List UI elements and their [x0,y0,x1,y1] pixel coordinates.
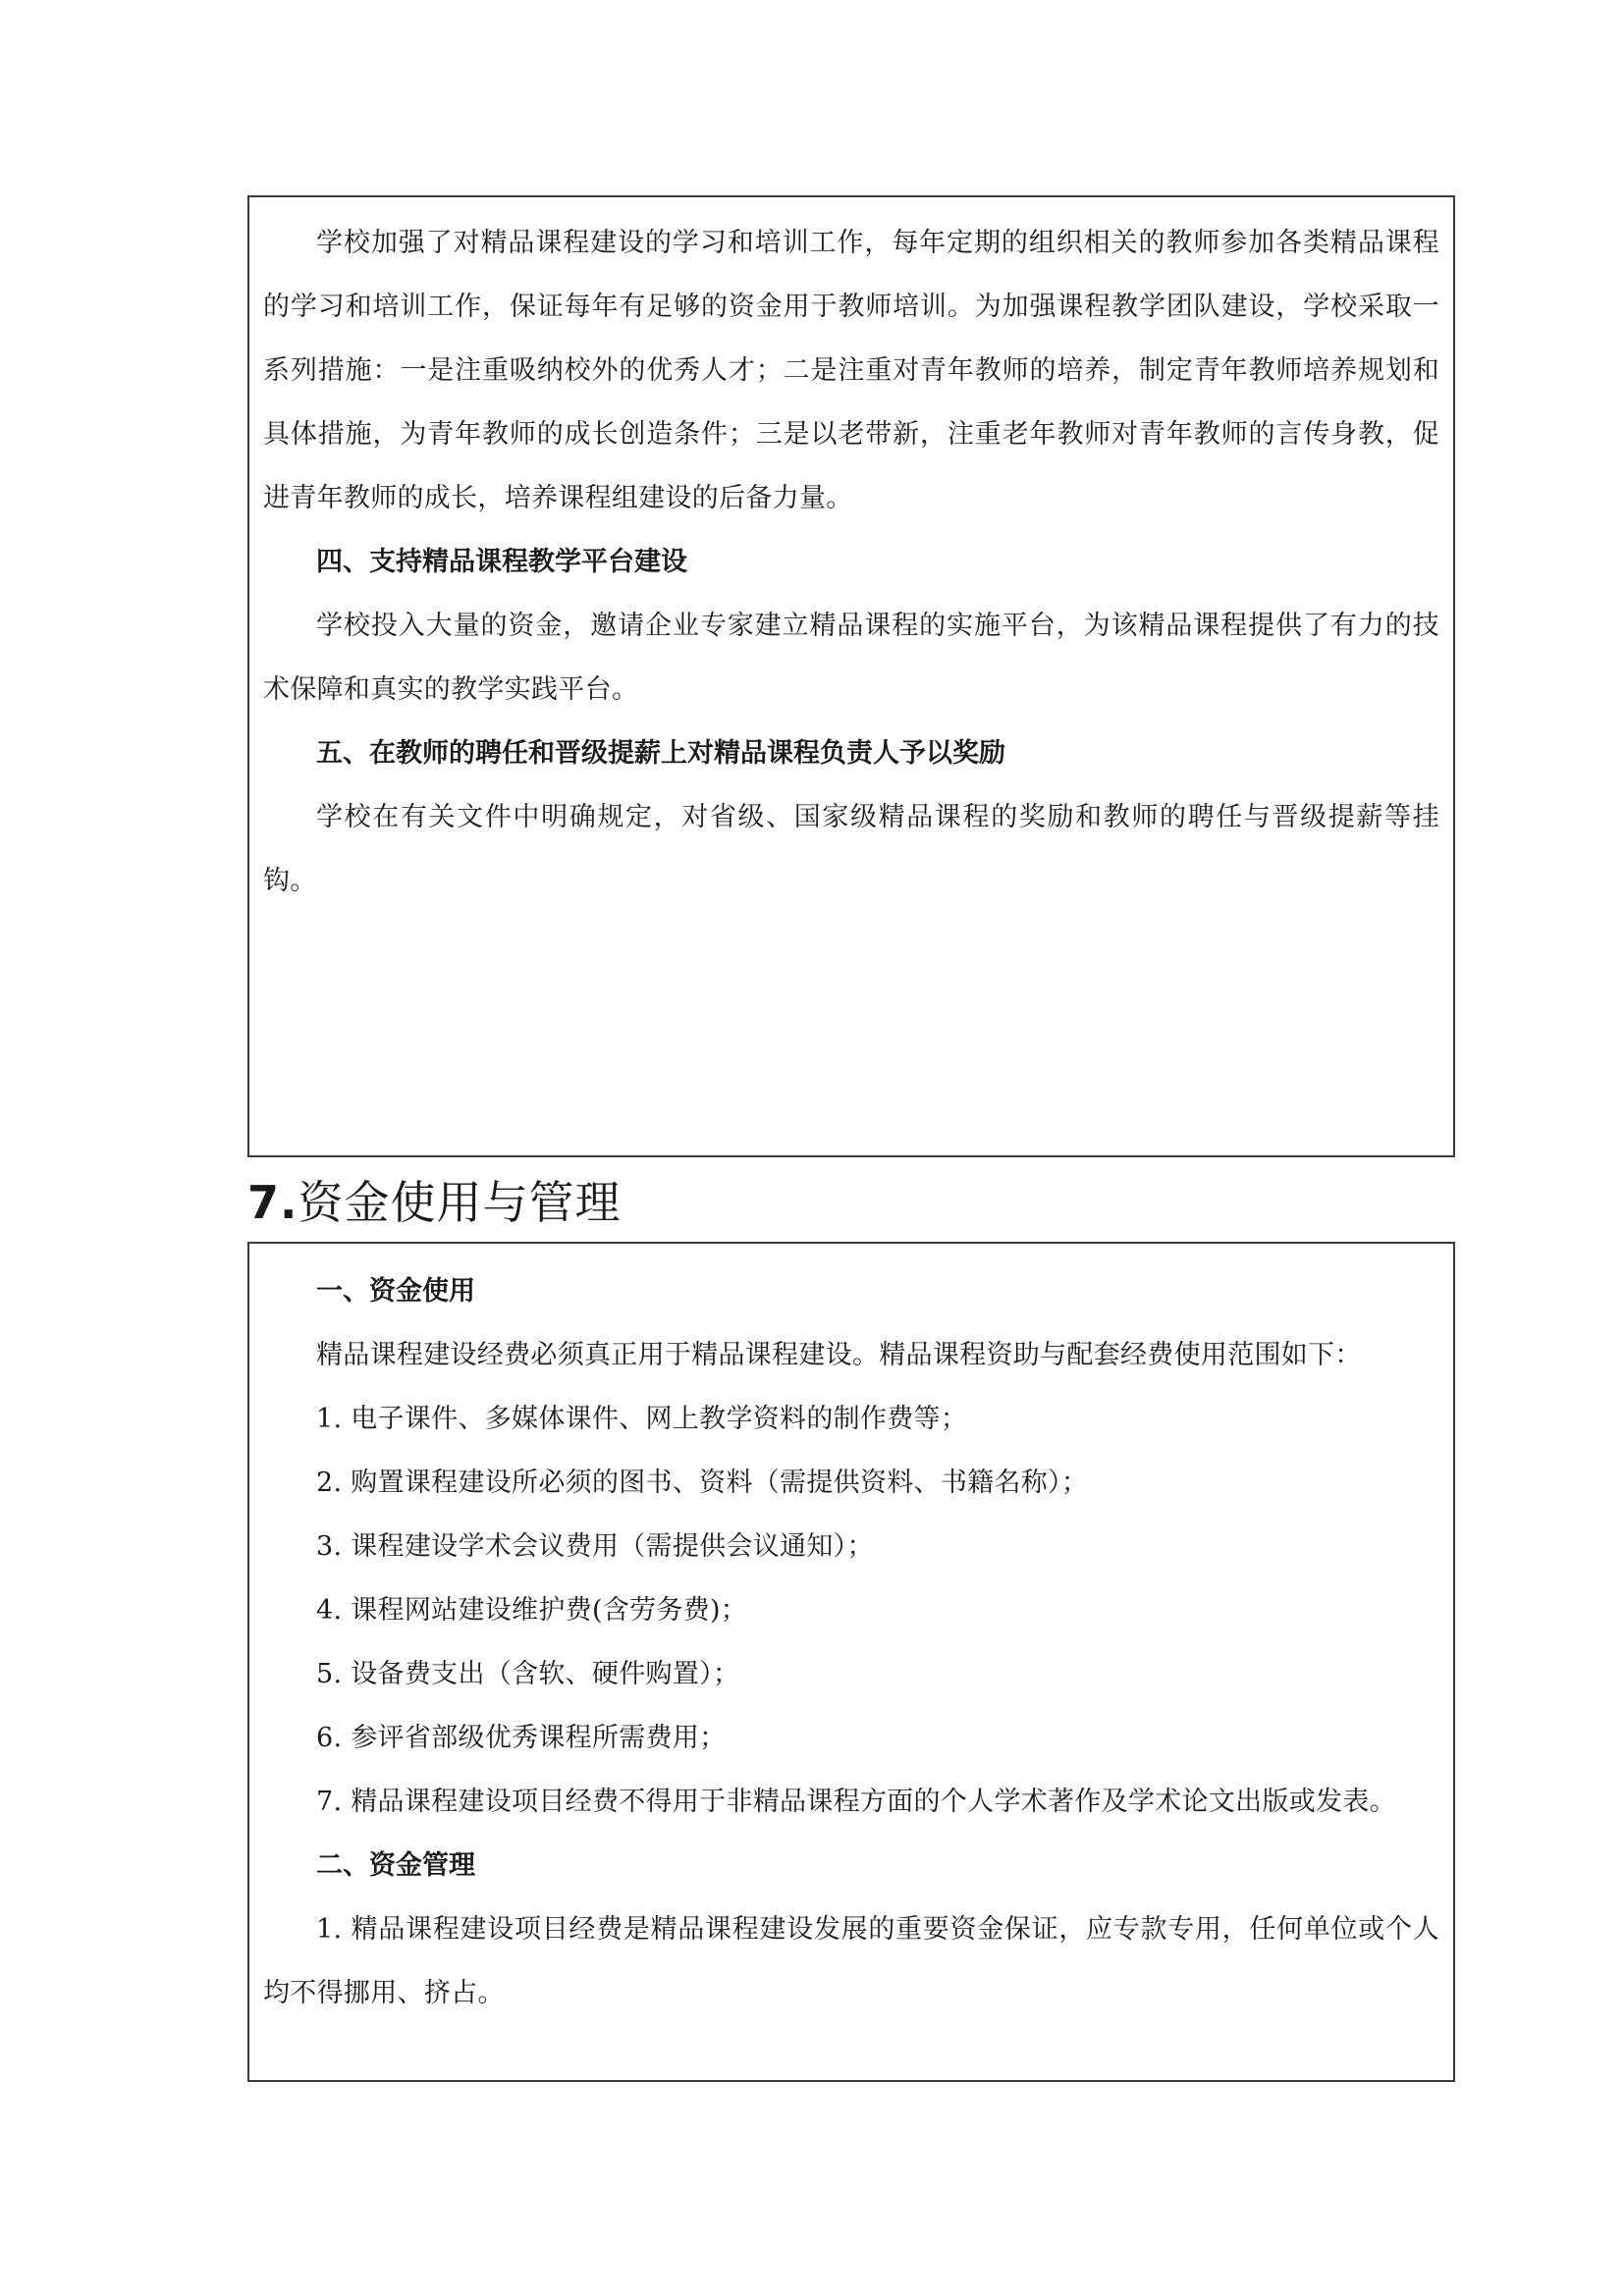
list-item: 3. 课程建设学术会议费用（需提供会议通知）； [316,1531,874,1562]
heading-teacher-rewards: 五、在教师的聘任和晋级提薪上对精品课程负责人予以奖励 [316,738,1005,769]
heading-fund-usage: 一、资金使用 [316,1276,475,1307]
paragraph-platform-support: 学校投入大量的资金，邀请企业专家建立精品课程的实施平台，为该精品课程提供了有力的技术保障和真实的教学实践平台。 [263,611,1439,705]
section-title [247,1168,621,1237]
heading-platform-support: 四、支持精品课程教学平台建设 [316,547,687,577]
list-item: 2. 购置课程建设所必须的图书、资料（需提供资料、书籍名称）； [316,1468,1089,1498]
content-box-bottom [247,1242,1455,2082]
section-title-text: 资金使用与管理 [298,1176,622,1229]
list-item: 4. 课程网站建设维护费(含劳务费)； [316,1595,748,1626]
paragraph-fund-usage-intro: 精品课程建设经费必须真正用于精品课程建设。精品课程资助与配套经费使用范围如下： [316,1340,1362,1370]
list-item: 1. 电子课件、多媒体课件、网上教学资料的制作费等； [316,1404,968,1434]
paragraph-teacher-training: 学校加强了对精品课程建设的学习和培训工作，每年定期的组织相关的教师参加各类精品课程的学习和培训工作，保证每年有足够的资金用于教师培训。为加强课程教学团队建设，学校采取一系列措施：一是注重吸纳校外的优秀人才；二是注重对青年教师的培养，制定青年教师培养规划和具体措施，为青年教师的成长创造条件；三是以老带新，注重老年教师对青年教师的言传身教，促进青年教师的成长，培养课程组建设的后备力量。 [263,228,1439,513]
paragraph-teacher-rewards: 学校在有关文件中明确规定，对省级、国家级精品课程的奖励和教师的聘任与晋级提薪等挂钩。 [263,802,1439,896]
content-box-top [247,195,1455,1157]
paragraph-fund-management: 1. 精品课程建设项目经费是精品课程建设发展的重要资金保证，应专款专用，任何单位或个人均不得挪用、挤占。 [263,1914,1439,2008]
list-item: 7. 精品课程建设项目经费不得用于非精品课程方面的个人学术著作及学术论文出版或发表。 [316,1787,1396,1817]
section-number: 7. [247,1176,298,1229]
list-item: 6. 参评省部级优秀课程所需费用； [316,1723,727,1753]
list-item: 5. 设备费支出（含软、硬件购置）； [316,1659,740,1689]
heading-fund-management: 二、资金管理 [316,1850,475,1881]
